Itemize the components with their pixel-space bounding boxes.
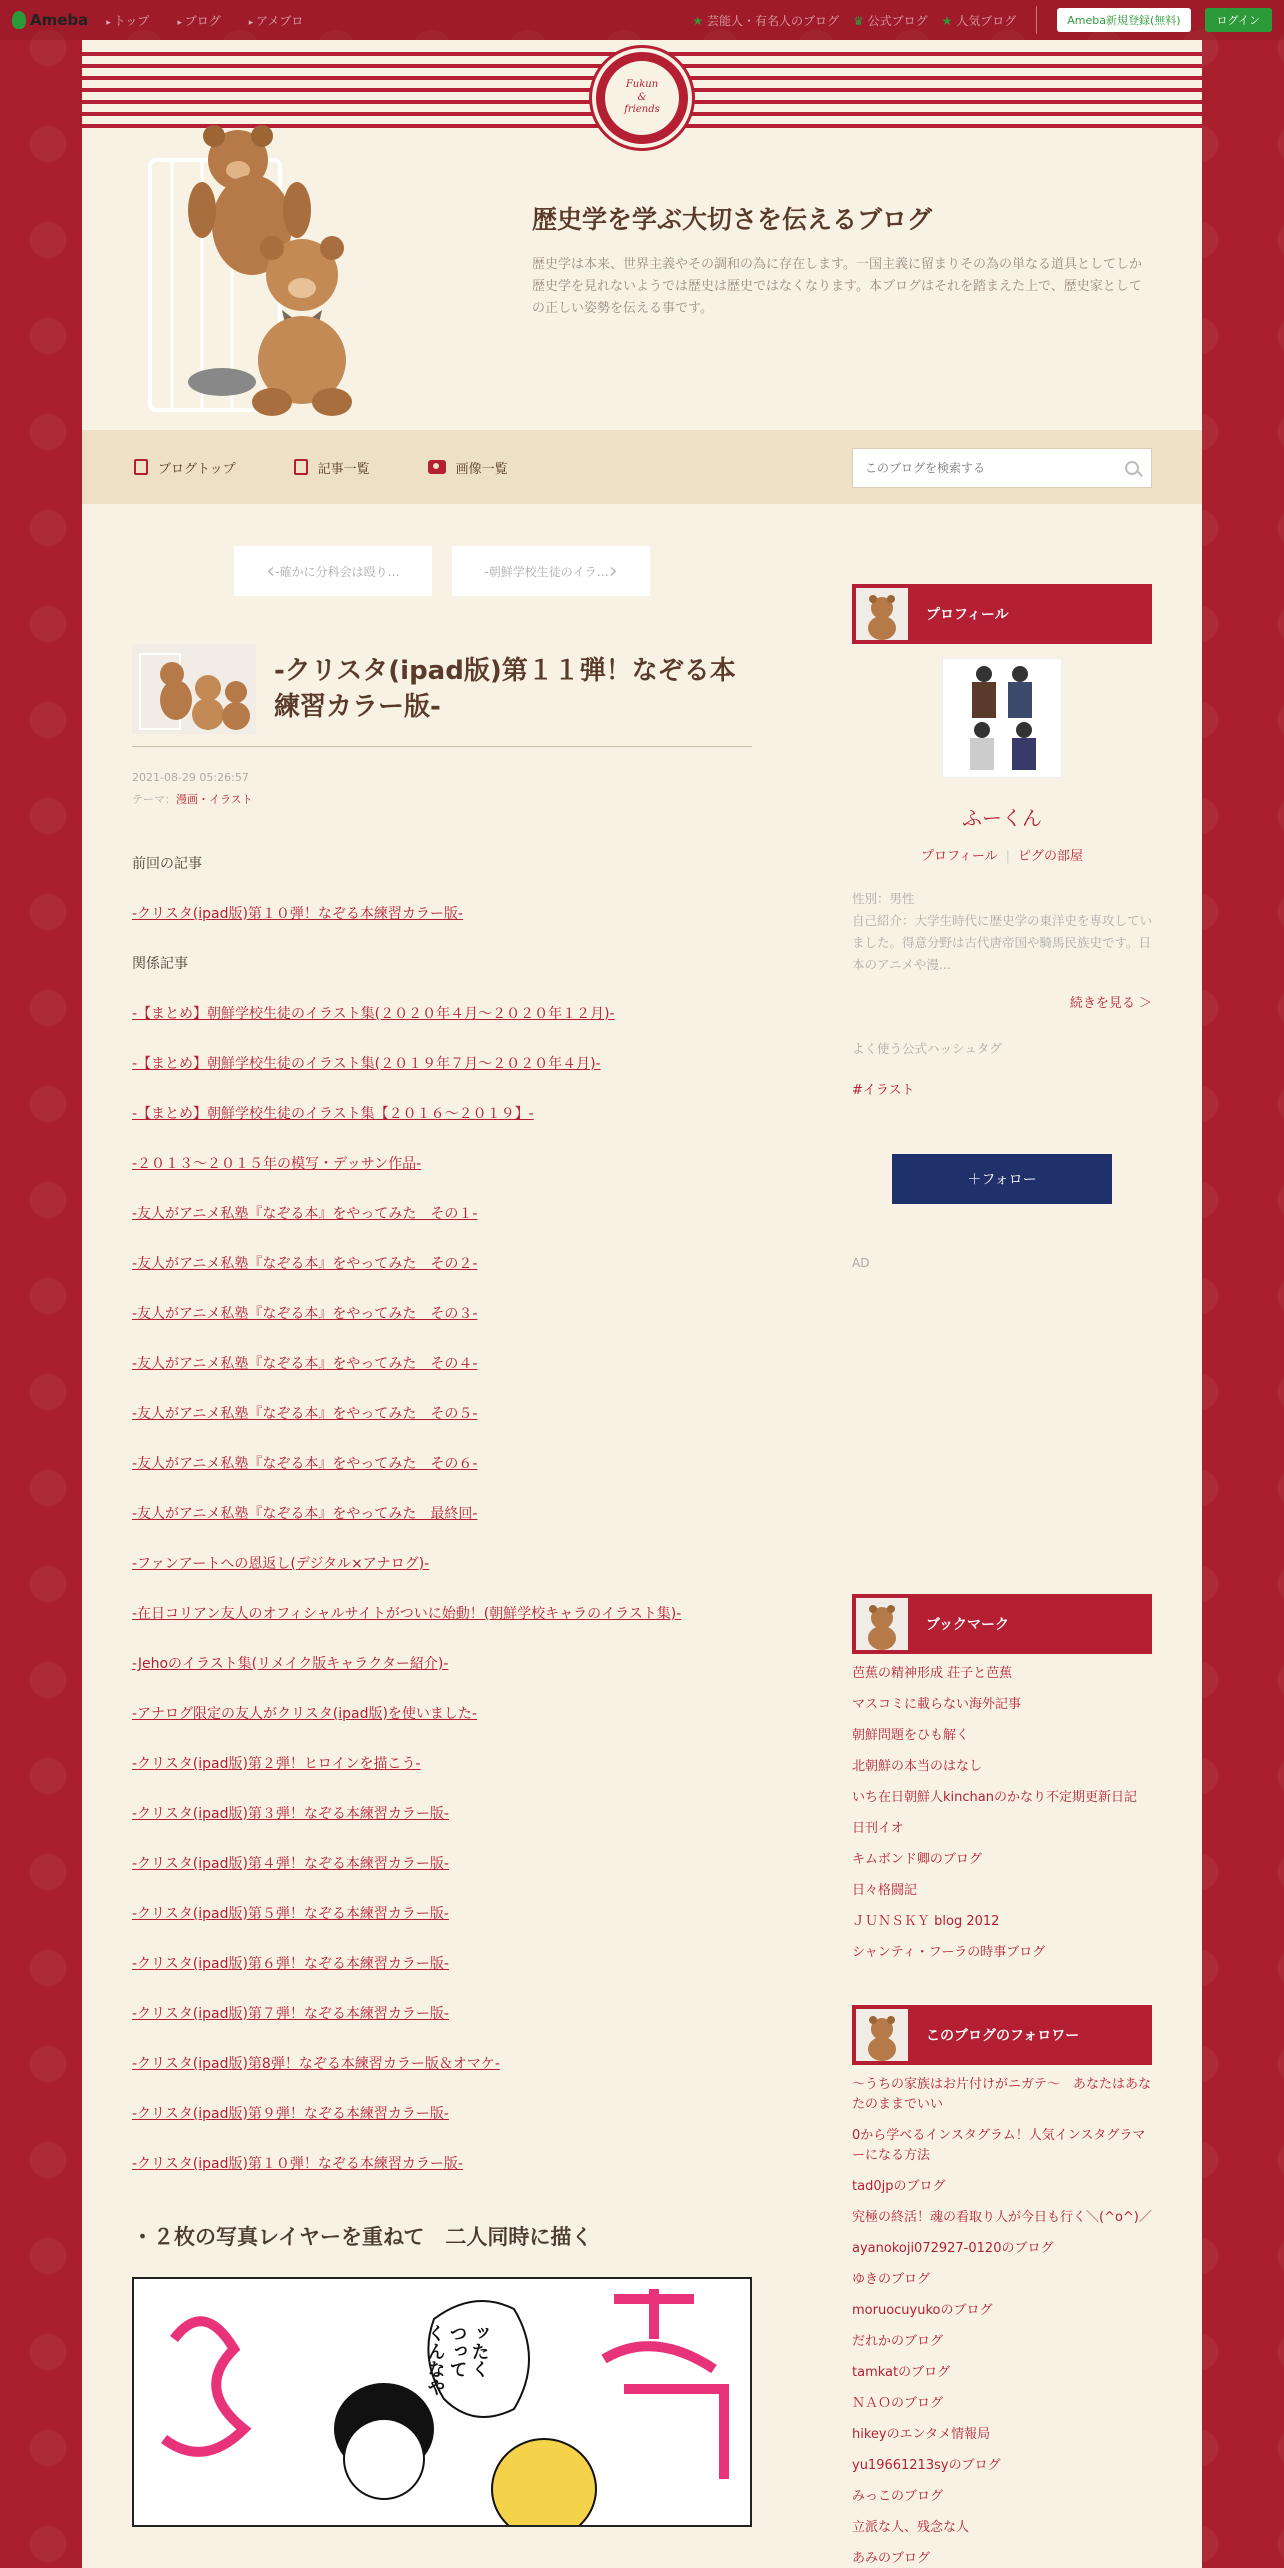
follower-item[interactable]: ～うちの家族はお片付けがニガテ～ あなたはあなたのままでいい <box>852 2077 1152 2112</box>
bookmark-item[interactable]: 芭蕉の精神形成 荘子と芭蕉 <box>852 1666 1013 1681</box>
followers-widget <box>852 2005 1152 2568</box>
related-link[interactable]: -クリスタ(ipad版)第４弾！なぞる本練習カラー版- <box>132 1856 449 1872</box>
copy-icon <box>294 459 308 475</box>
theme-link[interactable]: 漫画・イラスト <box>176 793 253 806</box>
related-link[interactable]: -【まとめ】朝鮮学校生徒のイラスト集【２０１６～２０１９】- <box>132 1106 534 1122</box>
profile-more-link[interactable]: 続きを見る ＞ <box>1069 996 1152 1011</box>
entry-body <box>132 853 752 2527</box>
related-heading: 関係記事 <box>132 956 188 972</box>
follower-item[interactable]: ＮＡＯのブログ <box>852 2396 944 2411</box>
sidebar <box>852 504 1152 2568</box>
blog-search-input[interactable] <box>865 461 1125 475</box>
followers-widget-header: このブログのフォロワー <box>852 2005 1152 2065</box>
related-link[interactable]: -ファンアートへの恩返し(デジタル×アナログ)- <box>132 1556 430 1572</box>
follower-item[interactable]: 0から学べるインスタグラム！人気インスタグラマーになる方法 <box>852 2128 1146 2163</box>
bear-avatar-icon <box>856 2009 908 2061</box>
related-link[interactable]: -２０１３～２０１５年の模写・デッサン作品- <box>132 1156 422 1172</box>
bookmark-item[interactable]: 朝鮮問題をひも解く <box>852 1728 970 1743</box>
article-pager <box>132 546 752 596</box>
related-link[interactable]: -クリスタ(ipad版)第７弾！なぞる本練習カラー版- <box>132 2006 449 2022</box>
profile-widget-header: プロフィール <box>852 584 1152 644</box>
ad-label: AD <box>852 1256 870 1270</box>
hashtag-heading: よく使う公式ハッシュタグ <box>852 1041 1002 1056</box>
profile-name[interactable]: ふーくん <box>962 806 1042 830</box>
follower-item[interactable]: ゆきのブログ <box>852 2272 931 2287</box>
profile-intro: 自己紹介：大学生時代に歴史学の東洋史を専攻していました。得意分野は古代唐帝国や騎馬民族史です。日本のアニメや漫... <box>852 913 1153 972</box>
follower-item[interactable]: hikeyのエンタメ情報局 <box>852 2427 991 2442</box>
follower-item[interactable]: tad0jpのブログ <box>852 2179 946 2194</box>
bookmark-item[interactable]: キムボンド卿のブログ <box>852 1852 982 1867</box>
search-icon[interactable] <box>1125 461 1139 475</box>
blog-nav <box>82 430 1202 504</box>
nav-article-list[interactable]: 記事一覧 <box>294 458 370 477</box>
theme-prefix: テーマ： <box>132 793 176 806</box>
emblem-text: & <box>637 91 647 103</box>
prev-article-button[interactable]: ‹ -確かに分科会は殴り… <box>234 546 432 596</box>
entry-meta <box>132 767 752 811</box>
related-link[interactable]: -在日コリアン友人のオフィシャルサイトがついに始動！(朝鮮学校キャラのイラスト集)- <box>132 1606 682 1622</box>
related-link[interactable]: -友人がアニメ私塾『なぞる本』をやってみた その３- <box>132 1306 478 1322</box>
star-icon: ★ <box>692 13 704 28</box>
nav-image-list[interactable]: 画像一覧 <box>428 458 508 477</box>
related-link[interactable]: -クリスタ(ipad版)第３弾！なぞる本練習カラー版- <box>132 1806 449 1822</box>
related-link[interactable]: -クリスタ(ipad版)第６弾！なぞる本練習カラー版- <box>132 1956 449 1972</box>
document-icon <box>134 459 148 475</box>
follower-item[interactable]: moruocuyukoのブログ <box>852 2303 993 2318</box>
profile-photo[interactable] <box>942 658 1062 778</box>
follower-item[interactable]: 究極の終活！魂の看取り人が今日も行く＼(^o^)／ <box>852 2210 1152 2225</box>
teddy-bear-header-image <box>142 120 442 420</box>
related-link[interactable]: -【まとめ】朝鮮学校生徒のイラスト集(２０２０年４月～２０２０年１２月)- <box>132 1006 615 1022</box>
fukun-friends-emblem <box>592 48 692 148</box>
related-link[interactable]: -クリスタ(ipad版)第8弾！なぞる本練習カラー版＆オマケ- <box>132 2056 500 2072</box>
ameba-top-links <box>106 12 303 29</box>
blog-description: 歴史学は本来、世界主義やその調和の為に存在します。一国主義に留まりその為の単なる道具としてしか歴史学を見れないようでは歴史は歴史ではなくなります。本ブログはそれを踏まえた上で、歴史家としての正しい姿勢を伝える事です。 <box>532 257 1142 316</box>
entry-date: 2021-08-29 05:26:57 <box>132 771 249 784</box>
ameba-global-header <box>0 0 1284 40</box>
profile-widget <box>852 584 1152 1270</box>
bookmark-item[interactable]: シャンティ・フーラの時事ブログ <box>852 1945 1046 1960</box>
entry-header <box>132 644 752 734</box>
prev-article-link[interactable]: -クリスタ(ipad版)第１０弾！なぞる本練習カラー版- <box>132 906 463 922</box>
followers-list <box>852 2075 1152 2568</box>
main-content <box>132 504 752 2527</box>
section-heading: ・２枚の写真レイヤーを重ねて 二人同時に描く <box>132 2225 593 2249</box>
ameba-logo[interactable]: Ameba <box>12 11 88 29</box>
top-link-top[interactable]: ▸ トップ <box>106 12 149 29</box>
bear-avatar-icon <box>856 1598 908 1650</box>
related-link[interactable]: -アナログ限定の友人がクリスタ(ipad版)を使いました- <box>132 1706 477 1722</box>
entry-title[interactable]: -クリスタ(ipad版)第１１弾！なぞる本練習カラー版- <box>274 656 736 722</box>
chevron-left-icon: ‹ <box>266 558 276 584</box>
crown-icon: ♛ <box>853 13 864 28</box>
follower-item[interactable]: yu19661213syのブログ <box>852 2458 1001 2473</box>
related-link[interactable]: -クリスタ(ipad版)第９弾！なぞる本練習カラー版- <box>132 2106 449 2122</box>
blog-container <box>82 40 1202 2568</box>
speech-bubble-text: ッたく <box>468 2324 490 2378</box>
bookmark-item[interactable]: マスコミに載らない海外記事 <box>852 1697 1022 1712</box>
bookmark-item[interactable]: 日々格闘記 <box>852 1883 918 1898</box>
camera-icon <box>428 460 446 474</box>
follower-item[interactable]: だれかのブログ <box>852 2334 944 2349</box>
related-link[interactable]: -友人がアニメ私塾『なぞる本』をやってみた その１- <box>132 1206 478 1222</box>
bookmark-list <box>852 1664 1152 1963</box>
related-link[interactable]: -友人がアニメ私塾『なぞる本』をやってみた その５- <box>132 1406 478 1422</box>
star-icon: ★ <box>941 13 953 28</box>
blog-title[interactable]: 歴史学を学ぶ大切さを伝えるブログ <box>532 205 933 234</box>
follower-item[interactable]: 立派な人、残念な人 <box>852 2520 970 2535</box>
profile-info <box>852 888 1152 976</box>
hashtag-link[interactable]: #イラスト <box>852 1083 915 1098</box>
ameba-leaf-icon <box>12 11 26 29</box>
related-link[interactable]: -友人がアニメ私塾『なぞる本』をやってみた その６- <box>132 1456 478 1472</box>
login-button[interactable]: ログイン <box>1205 8 1272 32</box>
prev-article-heading: 前回の記事 <box>132 856 202 872</box>
top-right-link-popular[interactable]: ★ 人気ブログ <box>941 13 1017 28</box>
divider <box>1036 6 1037 34</box>
profile-links <box>852 845 1152 864</box>
bookmark-widget-header: ブックマーク <box>852 1594 1152 1654</box>
entry-thumbnail <box>132 644 256 734</box>
divider <box>132 746 752 747</box>
top-right-link-celebrity[interactable]: ★ 芸能人・有名人のブログ <box>692 13 839 28</box>
follower-item[interactable]: みっこのブログ <box>852 2489 944 2504</box>
next-article-button[interactable]: -朝鮮学校生徒のイラ… › <box>452 546 650 596</box>
profile-gender: 性別：男性 <box>852 891 915 906</box>
emblem-text: friends <box>624 104 660 116</box>
bookmark-item[interactable]: 日刊イオ <box>852 1821 904 1836</box>
plus-icon: ＋ <box>967 1172 982 1188</box>
blog-search <box>852 448 1152 488</box>
related-link[interactable]: -【まとめ】朝鮮学校生徒のイラスト集(２０１９年７月～２０２０年４月)- <box>132 1056 601 1072</box>
divider: | <box>1005 849 1011 864</box>
follower-item[interactable]: あみのブログ <box>852 2551 931 2566</box>
related-link[interactable]: -友人がアニメ私塾『なぞる本』をやってみた その４- <box>132 1356 478 1372</box>
register-button[interactable]: Ameba新規登録(無料) <box>1057 8 1190 32</box>
profile-link[interactable]: プロフィール <box>920 849 998 864</box>
top-link-blog[interactable]: ▸ ブログ <box>177 12 220 29</box>
related-link[interactable]: -クリスタ(ipad版)第２弾！ヒロインを描こう- <box>132 1756 421 1772</box>
top-right-link-official[interactable]: ♛ 公式ブログ <box>853 13 928 28</box>
speech-bubble-text: つって <box>446 2324 468 2378</box>
follower-item[interactable]: tamkatのブログ <box>852 2365 951 2380</box>
emblem-text: Fukun <box>625 79 659 91</box>
bookmark-item[interactable]: いち在日朝鮮人kinchanのかなり不定期更新日記 <box>852 1790 1137 1805</box>
related-link[interactable]: -Jehoのイラスト集(リメイク版キャラクター紹介)- <box>132 1656 449 1672</box>
chevron-right-icon: › <box>608 558 618 584</box>
speech-bubble-text: くんなや <box>424 2324 446 2396</box>
blog-header <box>82 40 1202 430</box>
related-link[interactable]: -クリスタ(ipad版)第５弾！なぞる本練習カラー版- <box>132 1906 449 1922</box>
bookmark-item[interactable]: ＪＵＮＳＫＹ blog 2012 <box>852 1914 1000 1929</box>
bookmark-widget <box>852 1594 1152 1963</box>
related-link[interactable]: -友人がアニメ私塾『なぞる本』をやってみた 最終回- <box>132 1506 478 1522</box>
ameba-top-right <box>692 6 1272 34</box>
manga-illustration <box>132 2277 752 2527</box>
nav-blog-top[interactable]: ブログトップ <box>134 458 236 477</box>
top-link-ameblo[interactable]: ▸ アメブロ <box>249 12 304 29</box>
related-link[interactable]: -クリスタ(ipad版)第１０弾！なぞる本練習カラー版- <box>132 2156 463 2172</box>
pigg-room-link[interactable]: ピグの部屋 <box>1018 849 1084 864</box>
bear-avatar-icon <box>856 588 908 640</box>
follow-button[interactable]: ＋ フォロー <box>892 1154 1112 1204</box>
follower-item[interactable]: ayanokoji072927-0120のブログ <box>852 2241 1054 2256</box>
bookmark-item[interactable]: 北朝鮮の本当のはなし <box>852 1759 983 1774</box>
related-link[interactable]: -友人がアニメ私塾『なぞる本』をやってみた その２- <box>132 1256 478 1272</box>
